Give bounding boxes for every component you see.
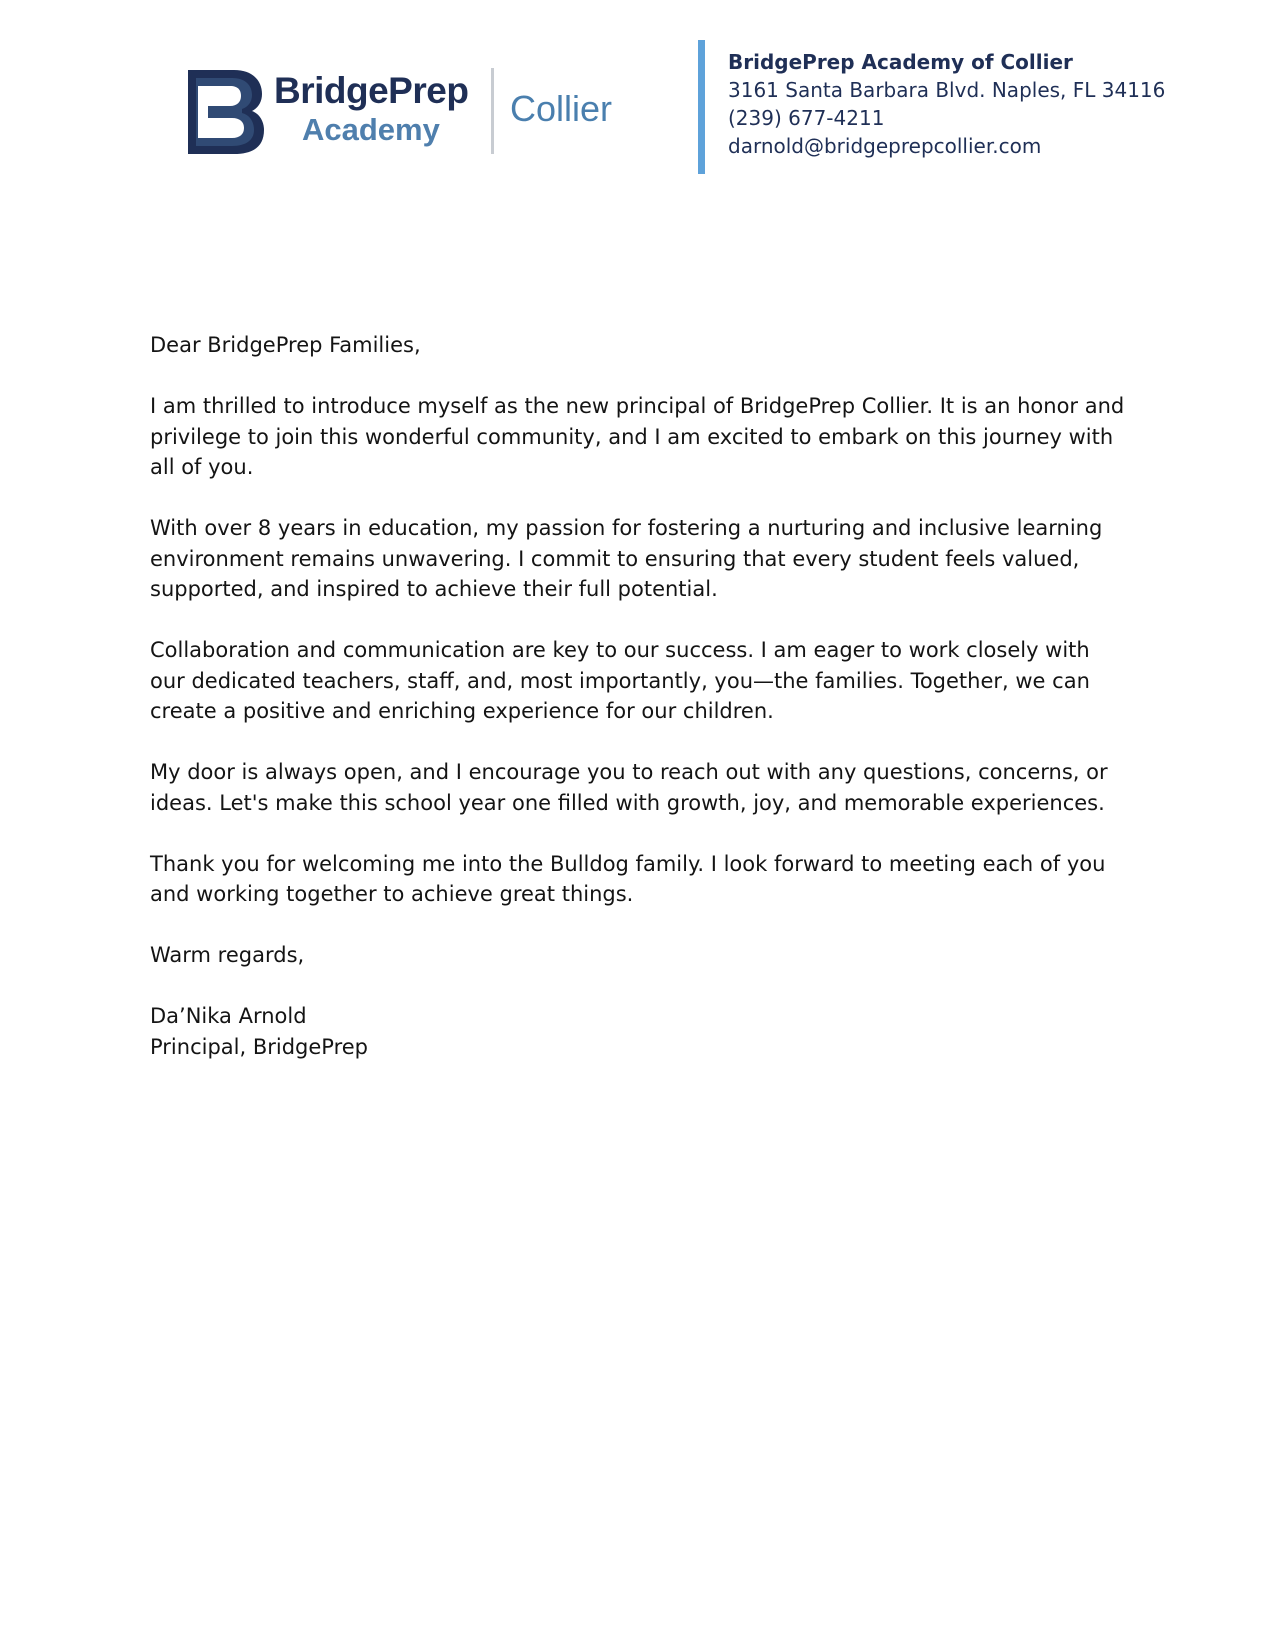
paragraph-4: My door is always open, and I encourage you to reach out with any questions, concerns, or ideas. Let's make this school year one filled with growth, joy, and memorable experiences. <box>150 760 1108 815</box>
signer-name: Da’Nika Arnold <box>150 1004 307 1028</box>
logo-divider <box>491 68 494 154</box>
contact-email: darnold@bridgeprepcollier.com <box>728 134 1042 158</box>
paragraph-1: I am thrilled to introduce myself as the new principal of BridgePrep Collier. It is an honor and privilege to join this wonderful community, and I am excited to embark on this journey with all of you. <box>150 394 1125 479</box>
contact-address: 3161 Santa Barbara Blvd. Naples, FL 34116 <box>728 78 1166 102</box>
letterhead <box>0 0 1275 200</box>
contact-accent-bar <box>698 40 705 174</box>
salutation: Dear BridgePrep Families, <box>150 333 421 357</box>
letter-body <box>150 330 1130 1062</box>
logo-wordmark-academy: Academy <box>302 112 440 147</box>
closing: Warm regards, <box>150 943 305 967</box>
paragraph-2: With over 8 years in education, my passion for fostering a nurturing and inclusive learning environment remains unwavering. I commit to ensuring that every student feels valued, supported, and inspired to achieve their full potential. <box>150 516 1103 601</box>
school-logo <box>184 66 624 162</box>
signer-title: Principal, BridgePrep <box>150 1034 369 1059</box>
contact-phone: (239) 677-4211 <box>728 106 885 130</box>
paragraph-3: Collaboration and communication are key to our success. I am eager to work closely with our dedicated teachers, staff, and, most importantly, you—the families. Together, we can create a positive and enriching experience for our children. <box>150 638 1090 723</box>
logo-campus-name: Collier <box>510 88 613 129</box>
contact-org-name: BridgePrep Academy of Collier <box>728 50 1073 74</box>
contact-block <box>728 48 1165 160</box>
logo-wordmark-bridgeprep: BridgePrep <box>274 70 469 111</box>
bridgeprep-b-logo-icon <box>184 66 266 158</box>
paragraph-5: Thank you for welcoming me into the Bulldog family. I look forward to meeting each of you and working together to achieve great things. <box>150 851 1106 906</box>
